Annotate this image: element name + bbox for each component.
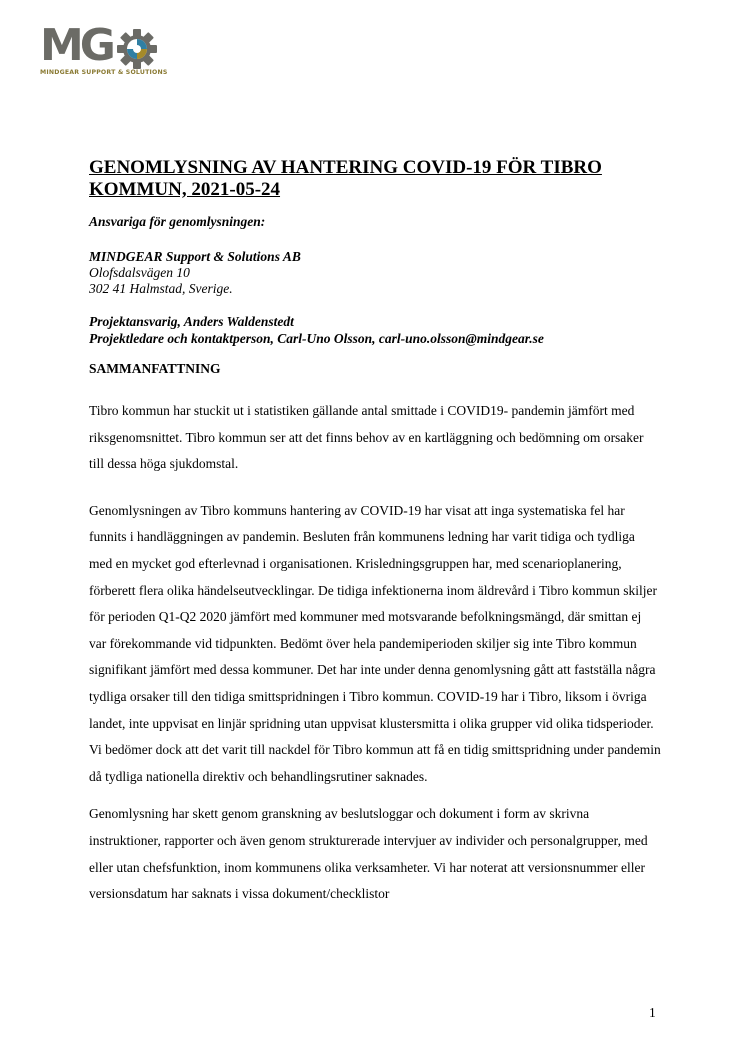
organization-name: MINDGEAR Support & Solutions AB [89,249,301,264]
page-number: 1 [649,1005,656,1020]
company-logo [40,20,168,86]
project-owner: Projektansvarig, Anders Waldenstedt [89,314,294,329]
logo-tagline: MINDGEAR SUPPORT & SOLUTIONS [40,69,168,76]
responsible-heading: Ansvariga för genomlysningen: [89,214,266,229]
project-roles [89,313,661,347]
organization-street: Olofsdalsvägen 10 [89,265,190,280]
document-title: GENOMLYSNING AV HANTERING COVID-19 FÖR TIBRO KOMMUN, 2021-05-24 [89,157,602,200]
organization-city: 302 41 Halmstad, Sverige. [89,281,233,296]
project-contact: Projektledare och kontaktperson, Carl-Uno Olsson, carl-uno.olsson@mindgear.se [89,331,544,346]
summary-paragraph: Genomlysningen av Tibro kommuns hantering av COVID-19 har visat att inga systematiska fel har funnits i handläggningen av pandemin. Besluten från kommunens ledning har varit tidiga och tydliga med en mycket god efterlevnad i organisationen. Krisledningsgruppen har, med scenarioplanering, förberett flera olika händelseutvecklingar. De tidiga infektionerna inom äldrevård i Tibro kommun skiljer för perioden Q1-Q2 2020 jämfört med kommuner med motsvarande befolkningsmängd, där smittan ej var förekommande vid tidpunkten. Bedömt över hela pandemiperioden skiljer sig inte Tibro kommun signifikant jämfört med dessa kommuner. Det har inte under denna genomlysning gått att fastställa några tydliga orsaker till den tidiga smittspridningen i Tibro kommun. COVID-19 har i Tibro, liksom i övriga landet, inte uppvisat en linjär spridning utan uppvisat klustersmitta i olika grupper vid olika tidsperioder. Vi bedömer dock att det varit till nackdel för Tibro kommun att få en tidig smittspridning under pandemin då tydliga nationella direktiv och behandlingsrutiner saknades. [89,502,661,784]
summary-heading: SAMMANFATTNING [89,361,221,376]
summary-paragraph: Tibro kommun har stuckit ut i statistiken gällande antal smittade i COVID19- pandemin jämfört med riksgenomsnittet. Tibro kommun ser att det finns behov av en kartläggning och bedömning om orsaker till dessa höga sjukdomstal. [89,403,644,472]
document-body [89,157,661,908]
summary-paragraph: Genomlysning har skett genom granskning av beslutsloggar och dokument i form av skrivna instruktioner, rapporter och även genom strukturerade intervjuer av individer och personalgrupper, med eller utan chefsfunktion, inom kommunens olika verksamheter. Vi har noterat att versionsnummer eller versionsdatum har saknats i vissa dokument/checklistor [89,806,648,902]
gear-icon [116,28,158,70]
logo-letters: MG [40,20,112,71]
organization-address [89,249,661,297]
